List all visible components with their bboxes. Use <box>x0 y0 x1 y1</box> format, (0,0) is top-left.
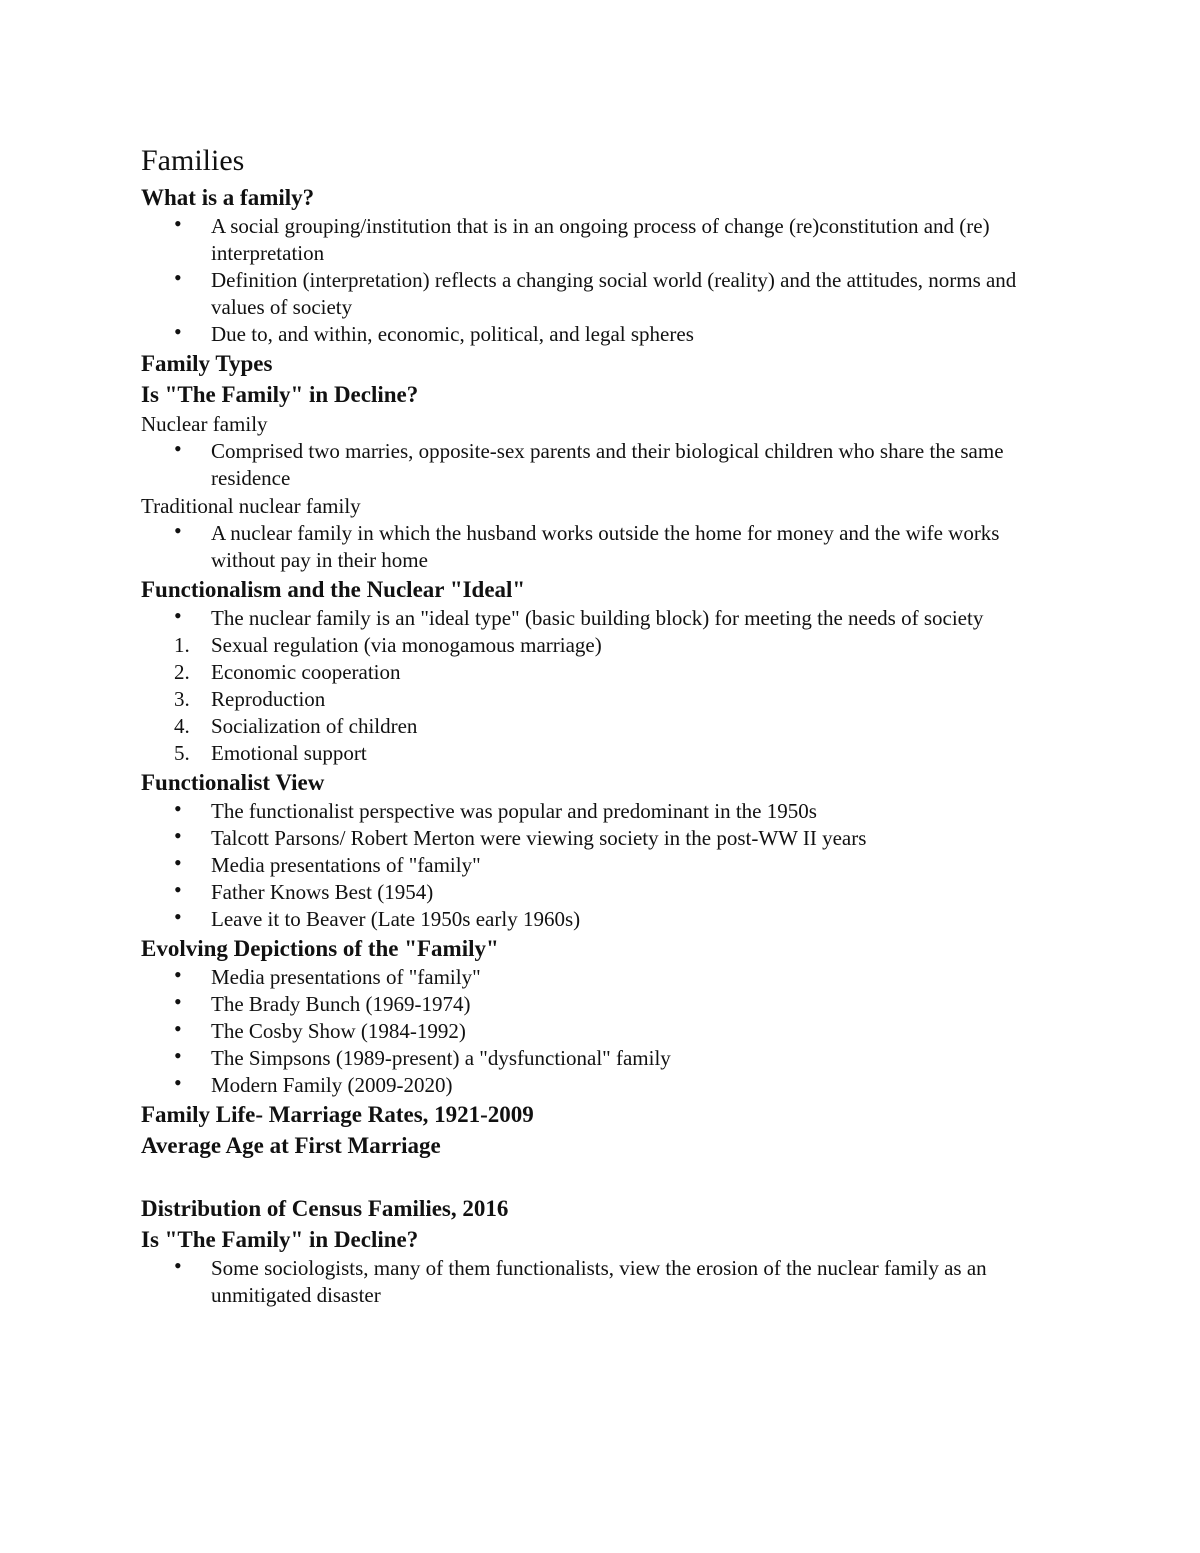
list-item: • Talcott Parsons/ Robert Merton were viewing society in the post-WW II years <box>141 825 1061 852</box>
list-item: • The Simpsons (1989-present) a "dysfunctional" family <box>141 1045 1061 1072</box>
heading-family-types: Family Types <box>141 351 273 376</box>
spacer <box>141 1161 1061 1193</box>
list-nuclear-family <box>141 438 1061 492</box>
heading-family-decline-2: Is "The Family" in Decline? <box>141 1227 419 1252</box>
numbered-item <box>141 632 1061 659</box>
list-item: • Due to, and within, economic, political, and legal spheres <box>141 321 1061 348</box>
heading-nuclear-family: Nuclear family <box>141 412 268 436</box>
heading-traditional-nuclear-family: Traditional nuclear family <box>141 494 361 518</box>
item-number: 1. <box>174 633 190 657</box>
numbered-list-functions <box>141 632 1061 767</box>
list-item: • The Cosby Show (1984-1992) <box>141 1018 1061 1045</box>
list-item: • Father Knows Best (1954) <box>141 879 1061 906</box>
heading-functionalism: Functionalism and the Nuclear "Ideal" <box>141 577 526 602</box>
list-item: • Media presentations of "family" <box>141 964 1061 991</box>
list-item: • Media presentations of "family" <box>141 852 1061 879</box>
list-item: • The functionalist perspective was popular and predominant in the 1950s <box>141 798 1061 825</box>
heading-census-families: Distribution of Census Families, 2016 <box>141 1196 509 1221</box>
list-what-is-family <box>141 213 1061 348</box>
numbered-item <box>141 686 1061 713</box>
heading-family-decline: Is "The Family" in Decline? <box>141 382 419 407</box>
heading-average-age: Average Age at First Marriage <box>141 1133 441 1158</box>
list-item: • Leave it to Beaver (Late 1950s early 1960s) <box>141 906 1061 933</box>
item-text: Socialization of children <box>211 714 418 738</box>
list-functionalism <box>141 605 1061 632</box>
list-evolving-depictions <box>141 964 1061 1099</box>
numbered-item <box>141 740 1061 767</box>
item-number: 4. <box>174 714 190 738</box>
item-text: Economic cooperation <box>211 660 401 684</box>
list-item: • A social grouping/institution that is in an ongoing process of change (re)constitution and (re) interpretation <box>141 213 1061 267</box>
list-functionalist-view <box>141 798 1061 933</box>
list-item: • Comprised two marries, opposite-sex parents and their biological children who share the same residence <box>141 438 1061 492</box>
numbered-item <box>141 659 1061 686</box>
list-item: • Some sociologists, many of them functionalists, view the erosion of the nuclear family as an unmitigated disaster <box>141 1255 1061 1309</box>
numbered-item <box>141 713 1061 740</box>
document-title: Families <box>141 144 245 177</box>
list-item: • The nuclear family is an "ideal type" (basic building block) for meeting the needs of society <box>141 605 1061 632</box>
heading-marriage-rates: Family Life- Marriage Rates, 1921-2009 <box>141 1102 534 1127</box>
list-item: • A nuclear family in which the husband works outside the home for money and the wife works without pay in their home <box>141 520 1061 574</box>
list-family-decline-2 <box>141 1255 1061 1309</box>
list-item: • The Brady Bunch (1969-1974) <box>141 991 1061 1018</box>
heading-what-is-family: What is a family? <box>141 185 315 210</box>
item-text: Emotional support <box>211 741 367 765</box>
item-text: Sexual regulation (via monogamous marriage) <box>211 633 602 657</box>
document-page <box>141 140 1061 1309</box>
list-item: • Definition (interpretation) reflects a changing social world (reality) and the attitudes, norms and values of society <box>141 267 1061 321</box>
item-number: 3. <box>174 687 190 711</box>
heading-evolving-depictions: Evolving Depictions of the "Family" <box>141 936 499 961</box>
heading-functionalist-view: Functionalist View <box>141 770 325 795</box>
item-number: 2. <box>174 660 190 684</box>
item-text: Reproduction <box>211 687 326 711</box>
list-traditional-nuclear-family <box>141 520 1061 574</box>
list-item: • Modern Family (2009-2020) <box>141 1072 1061 1099</box>
item-number: 5. <box>174 741 190 765</box>
